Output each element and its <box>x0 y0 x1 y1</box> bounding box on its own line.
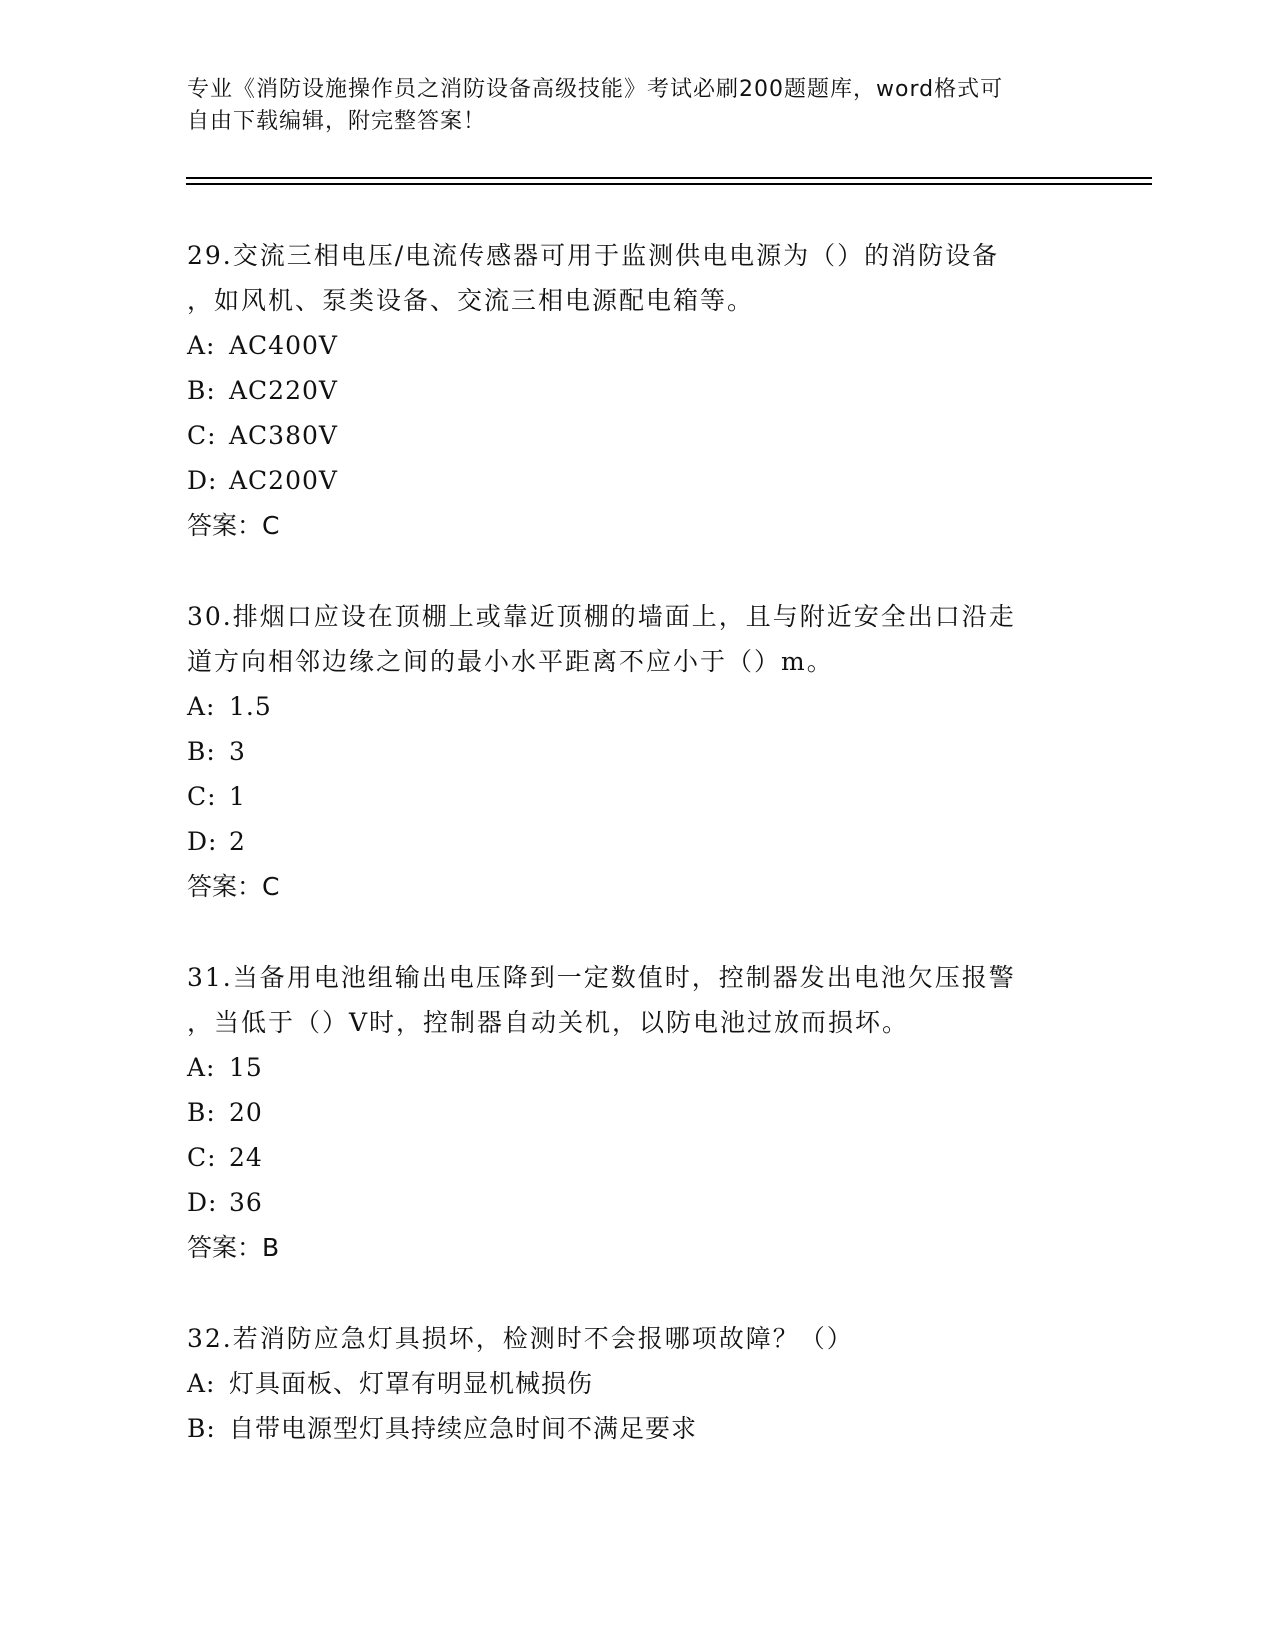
option-letter: A: <box>187 1053 216 1082</box>
option-text: 2 <box>229 827 246 856</box>
answer-line: 答案：B <box>187 1233 280 1262</box>
question-text-line: 31.当备用电池组输出电压降到一定数值时，控制器发出电池欠压报警 <box>187 963 1016 992</box>
header-divider-top <box>186 177 1152 179</box>
option-letter: A: <box>187 331 216 360</box>
option-c <box>187 413 1087 458</box>
option-d <box>187 819 1087 864</box>
option-letter: C: <box>187 782 217 811</box>
option-text: 1.5 <box>229 692 272 721</box>
question-text-line: 道方向相邻边缘之间的最小水平距离不应小于（）m。 <box>187 647 834 676</box>
option-text: AC200V <box>229 466 338 495</box>
option-text: 灯具面板、灯罩有明显机械损伤 <box>229 1369 594 1398</box>
option-text: AC380V <box>229 421 338 450</box>
option-b <box>187 368 1087 413</box>
option-letter: C: <box>187 1143 217 1172</box>
answer-line: 答案：C <box>187 511 280 540</box>
question-29 <box>187 233 1087 548</box>
question-32 <box>187 1316 1087 1451</box>
option-letter: C: <box>187 421 217 450</box>
option-d <box>187 458 1087 503</box>
option-a <box>187 1045 1087 1090</box>
header-line-1: 专业《消防设施操作员之消防设备高级技能》考试必刷200题题库，word格式可 <box>187 77 1004 102</box>
header-divider-bottom <box>186 183 1152 185</box>
option-letter: A: <box>187 1369 216 1398</box>
option-letter: D: <box>187 827 218 856</box>
option-a <box>187 1361 1087 1406</box>
option-c <box>187 1135 1087 1180</box>
option-c <box>187 774 1087 819</box>
option-letter: D: <box>187 1188 218 1217</box>
option-text: 15 <box>229 1053 263 1082</box>
option-letter: B: <box>187 1414 216 1443</box>
option-b <box>187 729 1087 774</box>
option-letter: A: <box>187 692 216 721</box>
option-text: AC220V <box>229 376 338 405</box>
question-text-line: 29.交流三相电压/电流传感器可用于监测供电电源为（）的消防设备 <box>187 241 1000 270</box>
question-text-line: ，当低于（）V时，控制器自动关机，以防电池过放而损坏。 <box>187 1008 910 1037</box>
header-line-2: 自由下载编辑，附完整答案！ <box>187 109 487 134</box>
option-letter: D: <box>187 466 218 495</box>
question-text-line: ，如风机、泵类设备、交流三相电源配电箱等。 <box>187 286 755 315</box>
option-letter: B: <box>187 376 216 405</box>
option-a <box>187 684 1087 729</box>
question-text-line: 30.排烟口应设在顶棚上或靠近顶棚的墙面上，且与附近安全出口沿走 <box>187 602 1016 631</box>
option-letter: B: <box>187 737 216 766</box>
question-30 <box>187 594 1087 909</box>
question-text-line: 32.若消防应急灯具损坏，检测时不会报哪项故障？（） <box>187 1324 854 1353</box>
option-text: 20 <box>229 1098 263 1127</box>
question-31 <box>187 955 1087 1270</box>
option-text: 自带电源型灯具持续应急时间不满足要求 <box>229 1414 698 1443</box>
option-b <box>187 1406 1087 1451</box>
option-d <box>187 1180 1087 1225</box>
option-text: AC400V <box>229 331 338 360</box>
option-text: 1 <box>229 782 246 811</box>
option-text: 3 <box>229 737 246 766</box>
document-header <box>187 74 1087 138</box>
option-text: 24 <box>229 1143 263 1172</box>
option-b <box>187 1090 1087 1135</box>
option-a <box>187 323 1087 368</box>
option-text: 36 <box>229 1188 263 1217</box>
option-letter: B: <box>187 1098 216 1127</box>
answer-line: 答案：C <box>187 872 280 901</box>
